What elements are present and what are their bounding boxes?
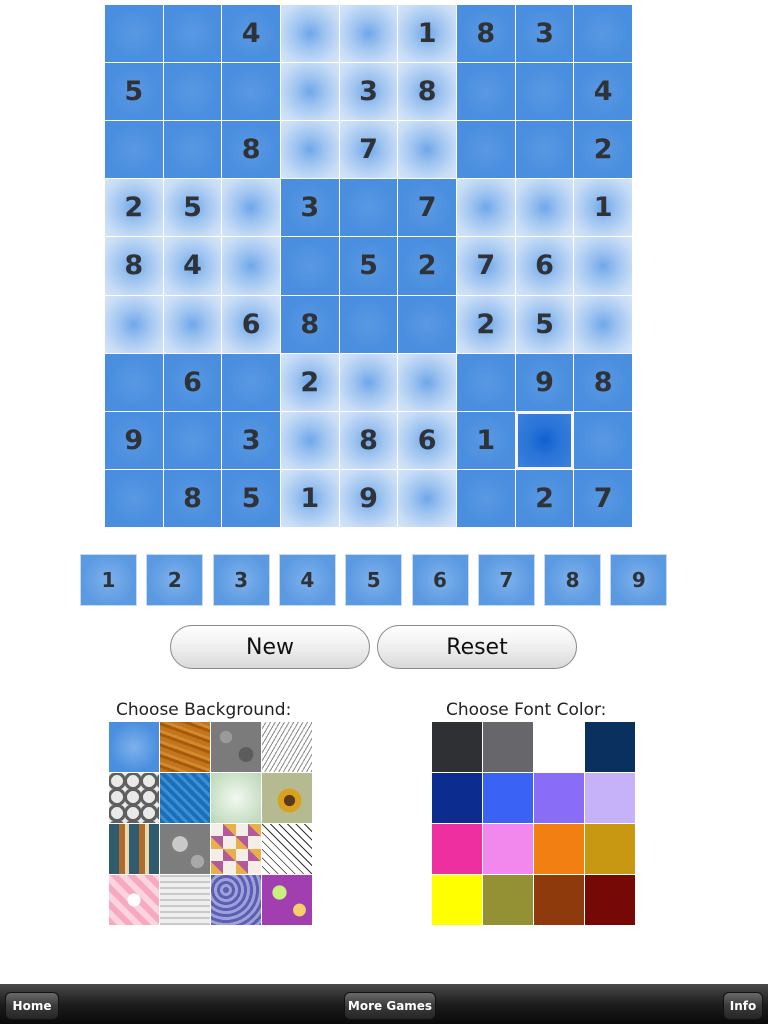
sudoku-cell-r6-c5[interactable]	[340, 296, 398, 353]
number-button-8[interactable]: 8	[544, 554, 601, 606]
sudoku-cell-r1-c4[interactable]	[281, 5, 339, 62]
font-color-option-16[interactable]	[585, 875, 635, 925]
sudoku-cell-r4-c6[interactable]: 7	[398, 179, 456, 236]
sudoku-cell-r7-c5[interactable]	[340, 354, 398, 411]
number-button-3[interactable]: 3	[213, 554, 270, 606]
sudoku-cell-r3-c2[interactable]	[164, 121, 222, 178]
sudoku-cell-r6-c1[interactable]	[105, 296, 163, 353]
sudoku-cell-r9-c4[interactable]: 1	[281, 470, 339, 527]
font-color-option-1[interactable]	[432, 722, 482, 772]
font-color-option-13[interactable]	[432, 875, 482, 925]
sudoku-cell-r6-c2[interactable]	[164, 296, 222, 353]
background-option-blue-zigzag[interactable]	[160, 773, 210, 823]
sudoku-cell-r7-c8[interactable]: 9	[516, 354, 574, 411]
sudoku-cell-r8-c3[interactable]: 3	[222, 412, 280, 469]
number-button-4[interactable]: 4	[279, 554, 336, 606]
sudoku-cell-r6-c8[interactable]: 5	[516, 296, 574, 353]
sudoku-cell-r5-c4[interactable]	[281, 237, 339, 294]
sudoku-cell-r1-c6[interactable]: 1	[398, 5, 456, 62]
sudoku-cell-r2-c4[interactable]	[281, 63, 339, 120]
background-option-tribal-blue[interactable]	[109, 824, 159, 874]
sudoku-cell-r4-c7[interactable]	[457, 179, 515, 236]
sudoku-cell-r7-c4[interactable]: 2	[281, 354, 339, 411]
more-games-button[interactable]: More Games	[344, 992, 436, 1020]
sudoku-cell-r5-c3[interactable]	[222, 237, 280, 294]
sudoku-cell-r7-c1[interactable]	[105, 354, 163, 411]
sudoku-cell-r2-c2[interactable]	[164, 63, 222, 120]
sudoku-cell-r7-c3[interactable]	[222, 354, 280, 411]
number-button-2[interactable]: 2	[146, 554, 203, 606]
number-picker	[80, 554, 670, 606]
background-option-pink-quilt[interactable]	[109, 875, 159, 925]
sudoku-cell-r6-c3[interactable]: 6	[222, 296, 280, 353]
number-button-1[interactable]: 1	[80, 554, 137, 606]
bottom-toolbar	[0, 984, 768, 1024]
sudoku-cell-r8-c1[interactable]: 9	[105, 412, 163, 469]
home-button[interactable]: Home	[5, 992, 59, 1020]
sudoku-cell-r9-c8[interactable]: 2	[516, 470, 574, 527]
background-option-gray-fretwork[interactable]	[160, 875, 210, 925]
sudoku-cell-r3-c4[interactable]	[281, 121, 339, 178]
sudoku-cell-r1-c8[interactable]: 3	[516, 5, 574, 62]
font-color-option-8[interactable]	[585, 773, 635, 823]
font-color-option-14[interactable]	[483, 875, 533, 925]
sudoku-cell-r9-c6[interactable]	[398, 470, 456, 527]
number-button-9[interactable]: 9	[610, 554, 667, 606]
sudoku-cell-r5-c9[interactable]	[574, 237, 632, 294]
sudoku-cell-r8-c5[interactable]: 8	[340, 412, 398, 469]
sudoku-cell-r8-c8[interactable]	[516, 412, 574, 469]
sudoku-cell-r1-c7[interactable]: 8	[457, 5, 515, 62]
background-option-gray-rings[interactable]	[109, 773, 159, 823]
sudoku-cell-r6-c9[interactable]	[574, 296, 632, 353]
sudoku-cell-r9-c1[interactable]	[105, 470, 163, 527]
sudoku-cell-r4-c8[interactable]	[516, 179, 574, 236]
sudoku-cell-r2-c1[interactable]: 5	[105, 63, 163, 120]
sudoku-cell-r4-c4[interactable]: 3	[281, 179, 339, 236]
sudoku-cell-r5-c8[interactable]: 6	[516, 237, 574, 294]
sudoku-cell-r9-c2[interactable]: 8	[164, 470, 222, 527]
choose-font-color-label: Choose Font Color:	[446, 700, 607, 720]
sudoku-board	[105, 5, 632, 527]
new-game-button[interactable]: New	[170, 625, 370, 669]
choose-background-label: Choose Background:	[116, 700, 292, 720]
sudoku-cell-r6-c6[interactable]	[398, 296, 456, 353]
sudoku-cell-r1-c3[interactable]: 4	[222, 5, 280, 62]
sudoku-cell-r9-c7[interactable]	[457, 470, 515, 527]
sudoku-cell-r3-c6[interactable]	[398, 121, 456, 178]
sudoku-cell-r1-c9[interactable]	[574, 5, 632, 62]
sudoku-cell-r7-c2[interactable]: 6	[164, 354, 222, 411]
background-option-green-glow[interactable]	[211, 773, 261, 823]
sudoku-cell-r7-c6[interactable]	[398, 354, 456, 411]
background-option-blue-burst[interactable]	[109, 722, 159, 772]
sudoku-cell-r5-c5[interactable]: 5	[340, 237, 398, 294]
sudoku-cell-r3-c3[interactable]: 8	[222, 121, 280, 178]
sudoku-cell-r9-c9[interactable]: 7	[574, 470, 632, 527]
background-option-diamond-tiles[interactable]	[211, 824, 261, 874]
number-button-7[interactable]: 7	[478, 554, 535, 606]
sudoku-cell-r1-c1[interactable]	[105, 5, 163, 62]
font-color-option-11[interactable]	[534, 824, 584, 874]
sudoku-cell-r6-c7[interactable]: 2	[457, 296, 515, 353]
font-color-option-10[interactable]	[483, 824, 533, 874]
background-swatch-grid	[109, 722, 312, 925]
background-option-blue-swirls[interactable]	[211, 875, 261, 925]
background-option-gray-floral[interactable]	[160, 824, 210, 874]
font-color-option-2[interactable]	[483, 722, 533, 772]
background-option-white-geometric[interactable]	[262, 824, 312, 874]
sudoku-cell-r5-c7[interactable]: 7	[457, 237, 515, 294]
sudoku-cell-r9-c5[interactable]: 9	[340, 470, 398, 527]
sudoku-cell-r5-c2[interactable]: 4	[164, 237, 222, 294]
background-option-sunflower[interactable]	[262, 773, 312, 823]
font-color-option-7[interactable]	[534, 773, 584, 823]
sudoku-cell-r8-c4[interactable]	[281, 412, 339, 469]
sudoku-cell-r2-c6[interactable]: 8	[398, 63, 456, 120]
sudoku-cell-r5-c6[interactable]: 2	[398, 237, 456, 294]
sudoku-cell-r9-c3[interactable]: 5	[222, 470, 280, 527]
sudoku-cell-r7-c9[interactable]: 8	[574, 354, 632, 411]
sudoku-cell-r2-c9[interactable]: 4	[574, 63, 632, 120]
sudoku-cell-r4-c3[interactable]	[222, 179, 280, 236]
font-color-option-5[interactable]	[432, 773, 482, 823]
sudoku-cell-r8-c6[interactable]: 6	[398, 412, 456, 469]
sudoku-cell-r2-c3[interactable]	[222, 63, 280, 120]
sudoku-cell-r5-c1[interactable]: 8	[105, 237, 163, 294]
background-option-gray-stone[interactable]	[211, 722, 261, 772]
sudoku-cell-r4-c2[interactable]: 5	[164, 179, 222, 236]
background-option-purple-flowers[interactable]	[262, 875, 312, 925]
font-color-option-12[interactable]	[585, 824, 635, 874]
sudoku-cell-r2-c5[interactable]: 3	[340, 63, 398, 120]
font-color-option-9[interactable]	[432, 824, 482, 874]
background-option-white-lines[interactable]	[262, 722, 312, 772]
sudoku-cell-r8-c7[interactable]: 1	[457, 412, 515, 469]
sudoku-cell-r3-c8[interactable]	[516, 121, 574, 178]
font-color-swatch-grid	[432, 722, 635, 925]
font-color-option-6[interactable]	[483, 773, 533, 823]
sudoku-cell-r6-c4[interactable]: 8	[281, 296, 339, 353]
font-color-option-15[interactable]	[534, 875, 584, 925]
number-button-6[interactable]: 6	[412, 554, 469, 606]
sudoku-cell-r8-c9[interactable]	[574, 412, 632, 469]
sudoku-cell-r4-c9[interactable]: 1	[574, 179, 632, 236]
font-color-option-4[interactable]	[585, 722, 635, 772]
sudoku-cell-r2-c7[interactable]	[457, 63, 515, 120]
sudoku-cell-r4-c5[interactable]	[340, 179, 398, 236]
sudoku-cell-r8-c2[interactable]	[164, 412, 222, 469]
background-option-orange-wood[interactable]	[160, 722, 210, 772]
sudoku-cell-r4-c1[interactable]: 2	[105, 179, 163, 236]
font-color-option-3[interactable]	[534, 722, 584, 772]
reset-button[interactable]: Reset	[377, 625, 577, 669]
sudoku-cell-r7-c7[interactable]	[457, 354, 515, 411]
sudoku-cell-r3-c1[interactable]	[105, 121, 163, 178]
sudoku-cell-r2-c8[interactable]	[516, 63, 574, 120]
info-button[interactable]: Info	[723, 992, 763, 1020]
number-button-5[interactable]: 5	[345, 554, 402, 606]
sudoku-cell-r3-c7[interactable]	[457, 121, 515, 178]
sudoku-cell-r1-c5[interactable]	[340, 5, 398, 62]
sudoku-cell-r3-c9[interactable]: 2	[574, 121, 632, 178]
sudoku-cell-r3-c5[interactable]: 7	[340, 121, 398, 178]
sudoku-cell-r1-c2[interactable]	[164, 5, 222, 62]
